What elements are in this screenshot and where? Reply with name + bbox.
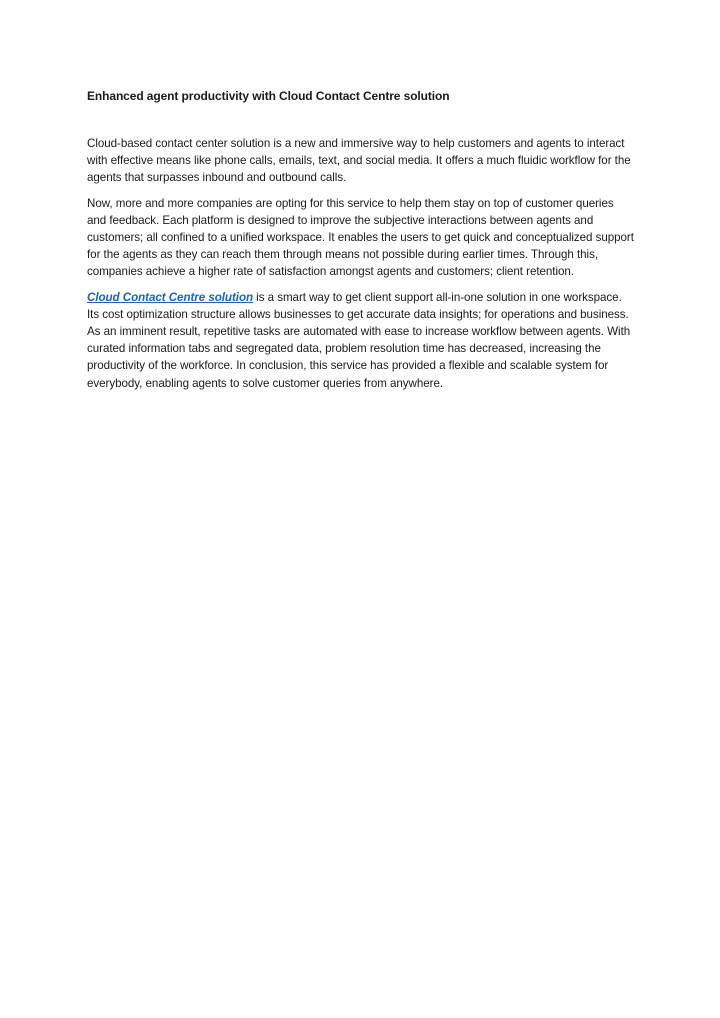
paragraph-solution-text: is a smart way to get client support all-in-one solution in one workspace. Its cost optimization structure allows businesses to get accurate data insights; for operations and business. As an imminent result, repetitive tasks are automated with ease to increase workflow between agents. With curated information tabs and segregated data, problem resolution time has decreased, increasing the productivity of the workforce. In conclusion, this service has provided a flexible and scalable system for everybody, enabling agents to solve customer queries from anywhere.	[87, 290, 631, 390]
paragraph-intro: Cloud-based contact center solution is a new and immersive way to help customers and agents to interact with effective means like phone calls, emails, text, and social media. It offers a much fluidic workflow for the agents that surpasses inbound and outbound calls.	[87, 137, 631, 185]
document-title: Enhanced agent productivity with Cloud Contact Centre solution	[87, 89, 450, 103]
paragraph-companies: Now, more and more companies are opting for this service to help them stay on top of customer queries and feedback. Each platform is designed to improve the subjective interactions between agents and customers; all confined to a unified workspace. It enables the users to get quick and conceptualized support for the agents as they can reach them through means not possible during earlier times. Through this, companies achieve a higher rate of satisfaction amongst agents and customers; client retention.	[87, 196, 634, 279]
document-page	[87, 88, 635, 400]
cloud-contact-centre-link[interactable]: Cloud Contact Centre solution	[87, 290, 254, 304]
paragraph-solution	[87, 289, 635, 392]
